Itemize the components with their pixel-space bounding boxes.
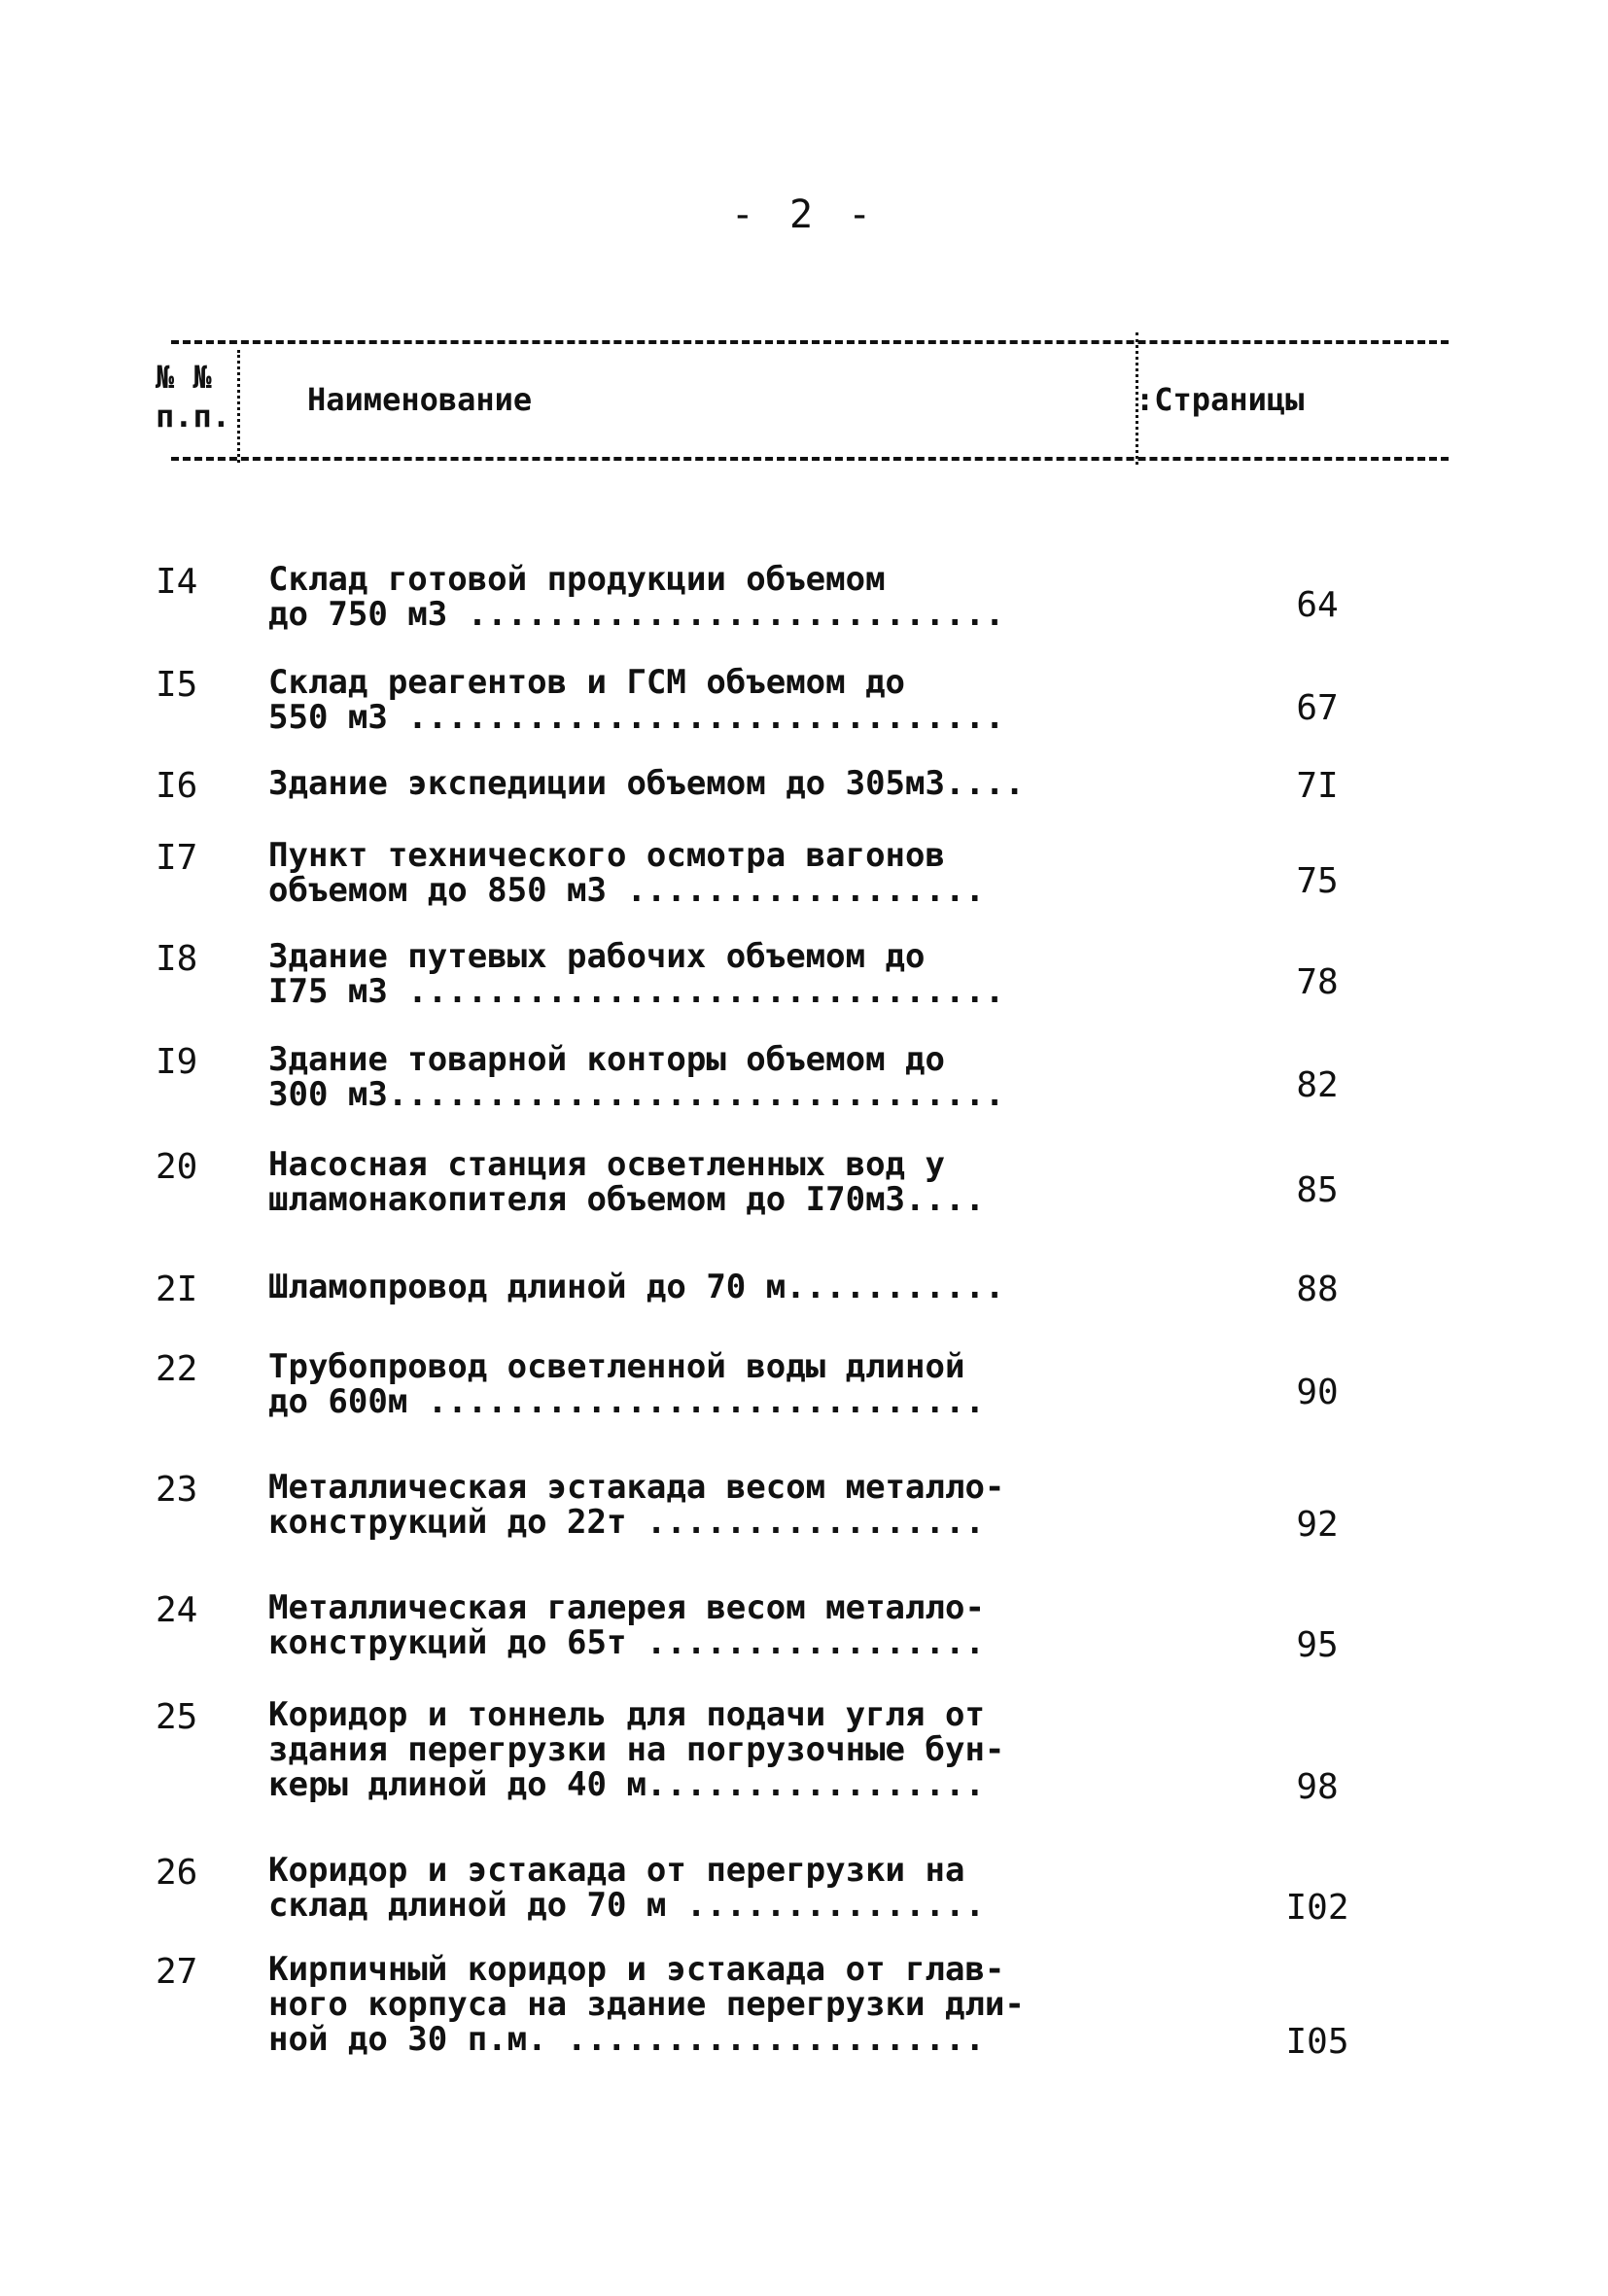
item-page-number: 78 [1296,962,1339,1002]
item-page-number: I05 [1285,2022,1349,2062]
item-title: Кирпичный коридор и эстакада от глав- ного корпуса на здание перегрузки дли- ной до 30 п.м. ..................... [268,1950,1025,2059]
item-page-number: 90 [1296,1373,1339,1412]
item-number: 27 [156,1952,198,1992]
item-number: 26 [156,1853,198,1893]
item-number: I9 [156,1042,198,1082]
header-top-dashed-rule [171,340,1449,344]
item-title: Шламопровод длиной до 70 м........... [268,1268,1005,1306]
item-title: Здание экспедиции объемом до 305м3.... [268,764,1025,803]
item-title: Металлическая эстакада весом металло- конструкций до 22т ................. [268,1468,1005,1542]
item-number: I5 [156,665,198,705]
item-number: 2I [156,1270,198,1309]
item-page-number: 88 [1296,1270,1339,1309]
item-number: 25 [156,1697,198,1737]
item-title: Здание товарной конторы объемом до 300 м3............................... [268,1040,1005,1114]
header-pages-label: :Страницы [1136,381,1305,418]
item-title: Коридор и тоннель для подачи угля от здания перегрузки на погрузочные бун- керы длиной до 40 м................. [268,1695,1005,1804]
item-title: Трубопровод осветленной воды длиной до 600м ............................ [268,1347,985,1421]
item-number: I6 [156,766,198,806]
item-page-number: 64 [1296,585,1339,625]
item-page-number: 95 [1296,1625,1339,1665]
item-page-number: 67 [1296,688,1339,728]
item-page-number: 92 [1296,1505,1339,1545]
item-number: 23 [156,1470,198,1510]
item-title: Пункт технического осмотра вагонов объемом до 850 м3 .................. [268,836,985,910]
item-title: Склад готовой продукции объемом до 750 м3 ........................... [268,560,1005,634]
header-bottom-dashed-rule [171,457,1449,461]
item-number: 20 [156,1147,198,1187]
page-number: - 2 - [730,192,878,237]
item-title: Здание путевых рабочих объемом до I75 м3 .............................. [268,937,1005,1011]
item-number: 24 [156,1590,198,1630]
item-title: Металлическая галерея весом металло- конструкций до 65т ................. [268,1588,985,1662]
item-title: Склад реагентов и ГСМ объемом до 550 м3 .............................. [268,663,1005,737]
item-page-number: 85 [1296,1170,1339,1210]
item-number: I8 [156,939,198,979]
item-page-number: I02 [1285,1888,1349,1928]
item-page-number: 7I [1296,766,1339,806]
item-number: 22 [156,1349,198,1389]
item-title: Насосная станция осветленных вод у шламонакопителя объемом до I70м3.... [268,1145,985,1219]
header-number-label-line1: № № [156,359,212,396]
item-title: Коридор и эстакада от перегрузки на склад длиной до 70 м ............... [268,1851,985,1925]
header-number-column [156,358,230,435]
item-page-number: 75 [1296,861,1339,901]
item-number: I7 [156,838,198,878]
item-number: I4 [156,562,198,602]
header-name-label: Наименование [307,381,533,418]
item-page-number: 98 [1296,1767,1339,1807]
header-left-column-separator [237,350,240,463]
item-page-number: 82 [1296,1065,1339,1105]
header-number-label-line2: п.п. [156,398,231,435]
